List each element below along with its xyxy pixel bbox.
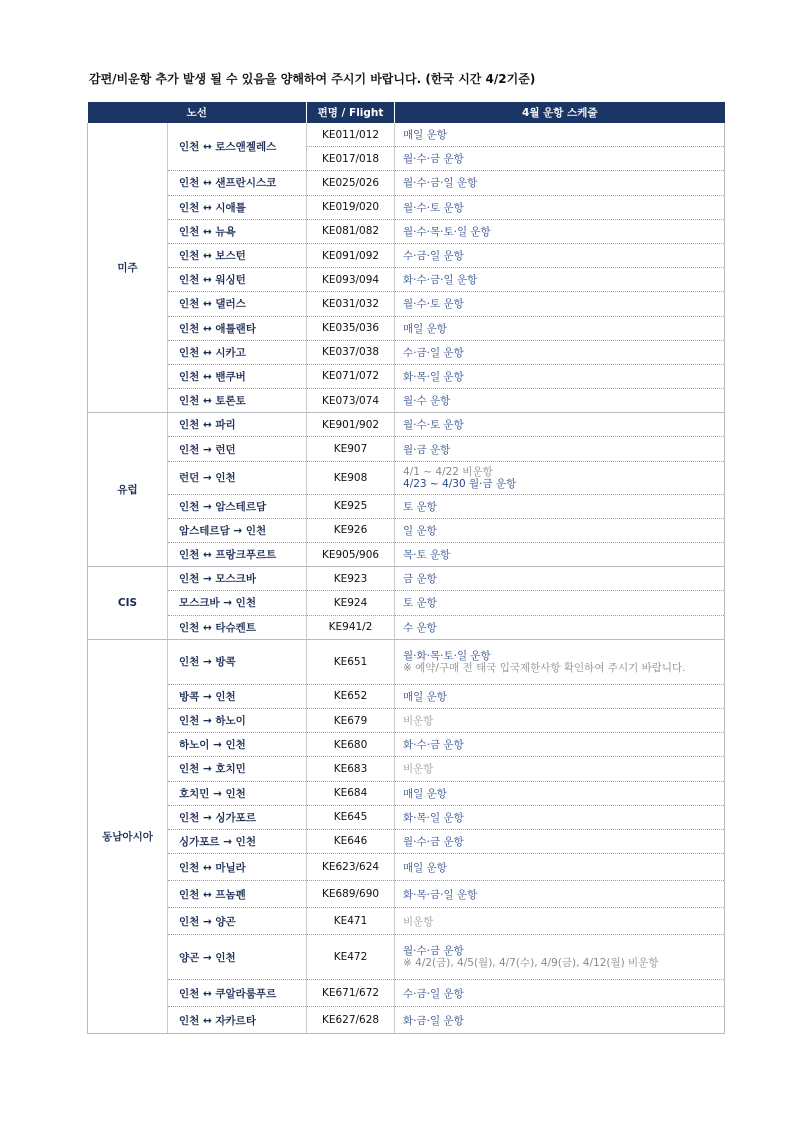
flight-cell: KE031/032 (307, 292, 395, 316)
schedule-line: 4/1 ~ 4/22 비운항 (403, 465, 493, 478)
table-row (88, 1007, 725, 1034)
table-row (88, 854, 725, 881)
schedule-cell: 토 운항 (395, 494, 725, 518)
route-cell: 호치민 → 인천 (168, 781, 307, 805)
route-cell: 인천 ↔ 시애틀 (168, 195, 307, 219)
table-row (88, 413, 725, 437)
flight-cell: KE901/902 (307, 413, 395, 437)
route-cell: 인천 ↔ 샌프란시스코 (168, 171, 307, 195)
flight-cell: KE471 (307, 908, 395, 935)
flight-cell: KE011/012 (307, 123, 395, 147)
route-cell: 인천 ↔ 프놈펜 (168, 881, 307, 908)
route-cell: 인천 ↔ 댈러스 (168, 292, 307, 316)
schedule-cell: 화·목·일 운항 (395, 805, 725, 829)
flight-cell: KE037/038 (307, 340, 395, 364)
schedule-cell: 매일 운항 (395, 123, 725, 147)
flight-cell: KE093/094 (307, 268, 395, 292)
route-cell: 인천 ↔ 토론토 (168, 389, 307, 413)
schedule-line: 월·화·목·토·일 운항 (403, 649, 491, 662)
schedule-cell (395, 461, 725, 494)
table-row (88, 123, 725, 147)
schedule-cell: 월·수 운항 (395, 389, 725, 413)
flight-cell: KE683 (307, 757, 395, 781)
route-cell: 양곤 → 인천 (168, 935, 307, 980)
schedule-cell: 월·수·토 운항 (395, 413, 725, 437)
route-cell: 인천 ↔ 밴쿠버 (168, 364, 307, 388)
header-flight: 편명 / Flight (307, 102, 395, 123)
route-cell: 인천 ↔ 워싱턴 (168, 268, 307, 292)
table-row (88, 219, 725, 243)
header-schedule: 4월 운항 스케줄 (395, 102, 725, 123)
route-cell: 암스테르담 → 인천 (168, 518, 307, 542)
route-cell: 인천 ↔ 보스턴 (168, 243, 307, 267)
schedule-line: 4/23 ~ 4/30 월·금 운항 (403, 477, 517, 490)
route-cell: 모스크바 → 인천 (168, 591, 307, 615)
table-row (88, 518, 725, 542)
flight-cell: KE091/092 (307, 243, 395, 267)
schedule-cell: 비운항 (395, 757, 725, 781)
table-header-row (88, 102, 725, 123)
table-row (88, 980, 725, 1007)
schedule-note: ※ 예약/구매 전 태국 입국제한사항 확인하여 주시기 바랍니다. (403, 661, 686, 674)
schedule-cell: 목·토 운항 (395, 543, 725, 567)
table-row (88, 615, 725, 639)
schedule-cell: 매일 운항 (395, 781, 725, 805)
table-row (88, 292, 725, 316)
route-cell: 싱가포르 → 인천 (168, 829, 307, 853)
flight-cell: KE081/082 (307, 219, 395, 243)
table-row (88, 494, 725, 518)
flight-cell: KE689/690 (307, 881, 395, 908)
flight-cell: KE684 (307, 781, 395, 805)
route-cell: 인천 ↔ 뉴욕 (168, 219, 307, 243)
flight-cell: KE623/624 (307, 854, 395, 881)
schedule-cell: 월·수·토 운항 (395, 292, 725, 316)
route-cell: 런던 → 인천 (168, 461, 307, 494)
table-row (88, 364, 725, 388)
route-cell: 인천 → 양곤 (168, 908, 307, 935)
table-row (88, 591, 725, 615)
schedule-cell (395, 639, 725, 684)
table-row (88, 805, 725, 829)
flight-cell: KE073/074 (307, 389, 395, 413)
region-europe: 유럽 (88, 413, 168, 567)
schedule-cell: 수·금·일 운항 (395, 340, 725, 364)
flight-cell: KE923 (307, 567, 395, 591)
table-row (88, 268, 725, 292)
flight-cell: KE680 (307, 733, 395, 757)
route-cell: 인천 ↔ 자카르타 (168, 1007, 307, 1034)
flight-cell: KE651 (307, 639, 395, 684)
route-cell: 하노이 → 인천 (168, 733, 307, 757)
route-cell: 인천 ↔ 애틀랜타 (168, 316, 307, 340)
table-row (88, 567, 725, 591)
route-cell: 인천 → 싱가포르 (168, 805, 307, 829)
table-row (88, 781, 725, 805)
region-americas: 미주 (88, 123, 168, 413)
flight-cell: KE679 (307, 708, 395, 732)
table-row (88, 340, 725, 364)
route-cell: 인천 ↔ 타슈켄트 (168, 615, 307, 639)
schedule-cell: 월·수·금 운항 (395, 829, 725, 853)
table-row (88, 935, 725, 980)
route-cell: 인천 ↔ 로스앤젤레스 (168, 123, 307, 171)
flight-cell: KE907 (307, 437, 395, 461)
schedule-cell: 일 운항 (395, 518, 725, 542)
flight-cell: KE025/026 (307, 171, 395, 195)
schedule-cell: 월·수·토 운항 (395, 195, 725, 219)
schedule-cell: 월·수·금·일 운항 (395, 171, 725, 195)
schedule-cell: 수·금·일 운항 (395, 243, 725, 267)
flight-schedule-table (87, 102, 725, 1034)
flight-cell: KE472 (307, 935, 395, 980)
table-row (88, 881, 725, 908)
flight-cell: KE924 (307, 591, 395, 615)
flight-cell: KE941/2 (307, 615, 395, 639)
schedule-cell: 매일 운항 (395, 684, 725, 708)
schedule-cell: 화·금·일 운항 (395, 1007, 725, 1034)
table-row (88, 639, 725, 684)
schedule-cell (395, 935, 725, 980)
flight-cell: KE646 (307, 829, 395, 853)
schedule-cell: 수 운항 (395, 615, 725, 639)
table-row (88, 461, 725, 494)
flight-cell: KE017/018 (307, 147, 395, 171)
schedule-note: ※ 4/2(금), 4/5(월), 4/7(수), 4/9(금), 4/12(월) 비운항 (403, 957, 659, 970)
table-row (88, 316, 725, 340)
route-cell: 인천 ↔ 파리 (168, 413, 307, 437)
route-cell: 인천 → 암스테르담 (168, 494, 307, 518)
schedule-cell: 수·금·일 운항 (395, 980, 725, 1007)
table-row (88, 543, 725, 567)
schedule-cell: 화·수·금·일 운항 (395, 268, 725, 292)
schedule-line: 월·수·금 운항 (403, 945, 464, 958)
flight-cell: KE019/020 (307, 195, 395, 219)
schedule-cell: 화·목·일 운항 (395, 364, 725, 388)
flight-cell: KE925 (307, 494, 395, 518)
flight-cell: KE627/628 (307, 1007, 395, 1034)
header-route: 노선 (88, 102, 307, 123)
schedule-cell: 매일 운항 (395, 854, 725, 881)
flight-cell: KE035/036 (307, 316, 395, 340)
flight-cell: KE908 (307, 461, 395, 494)
schedule-cell: 화·수·금 운항 (395, 733, 725, 757)
route-cell: 인천 → 하노이 (168, 708, 307, 732)
flight-cell: KE671/672 (307, 980, 395, 1007)
route-cell: 인천 → 호치민 (168, 757, 307, 781)
table-row (88, 195, 725, 219)
schedule-cell: 토 운항 (395, 591, 725, 615)
schedule-cell: 월·수·금 운항 (395, 147, 725, 171)
route-cell: 인천 → 모스크바 (168, 567, 307, 591)
route-cell: 인천 ↔ 마닐라 (168, 854, 307, 881)
route-cell: 인천 ↔ 프랑크푸르트 (168, 543, 307, 567)
flight-cell: KE905/906 (307, 543, 395, 567)
route-cell: 인천 → 방콕 (168, 639, 307, 684)
route-cell: 인천 → 런던 (168, 437, 307, 461)
region-cis: CIS (88, 567, 168, 640)
table-row (88, 684, 725, 708)
table-row (88, 708, 725, 732)
schedule-cell: 비운항 (395, 908, 725, 935)
table-row (88, 389, 725, 413)
schedule-cell: 매일 운항 (395, 316, 725, 340)
route-cell: 방콕 → 인천 (168, 684, 307, 708)
schedule-cell: 월·금 운항 (395, 437, 725, 461)
region-sea: 동남아시아 (88, 639, 168, 1033)
table-row (88, 908, 725, 935)
table-row (88, 437, 725, 461)
schedule-cell: 화·목·금·일 운항 (395, 881, 725, 908)
table-row (88, 171, 725, 195)
table-row (88, 757, 725, 781)
table-row (88, 829, 725, 853)
route-cell: 인천 ↔ 시카고 (168, 340, 307, 364)
route-cell: 인천 ↔ 쿠알라룸푸르 (168, 980, 307, 1007)
flight-cell: KE652 (307, 684, 395, 708)
flight-cell: KE645 (307, 805, 395, 829)
flight-cell: KE071/072 (307, 364, 395, 388)
flight-cell: KE926 (307, 518, 395, 542)
schedule-cell: 월·수·목·토·일 운항 (395, 219, 725, 243)
table-row (88, 733, 725, 757)
page-title: 감편/비운항 추가 발생 될 수 있음을 양해하여 주시기 바랍니다. (한국 시간 4/2기준) (89, 72, 536, 86)
schedule-cell: 금 운항 (395, 567, 725, 591)
table-row (88, 243, 725, 267)
schedule-cell: 비운항 (395, 708, 725, 732)
